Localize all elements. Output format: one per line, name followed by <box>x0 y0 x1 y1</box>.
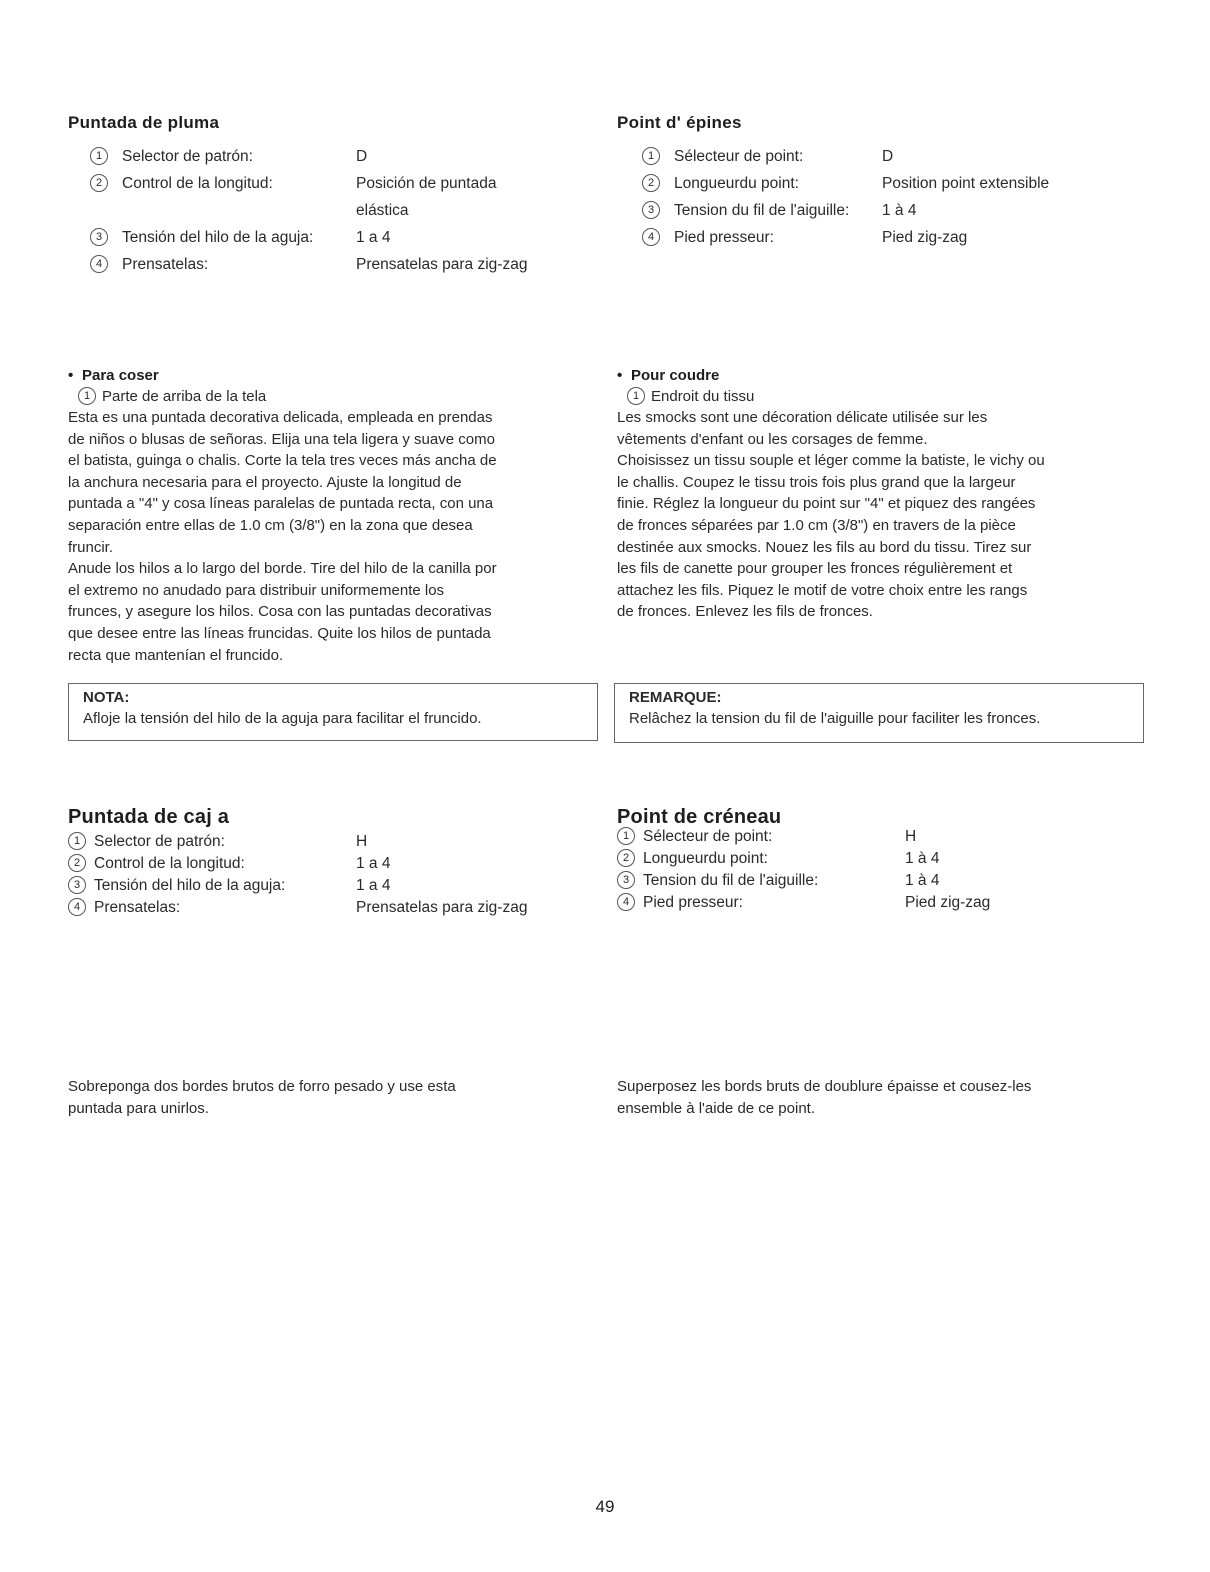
setting-value: 1 a 4 <box>356 877 391 894</box>
feather-section-es <box>68 113 608 133</box>
text-line: les fils de canette pour grouper les fronces régulièrement et <box>617 560 1013 578</box>
setting-label: Prensatelas: <box>94 899 181 916</box>
setting-row <box>642 197 1142 224</box>
part-text: Endroit du tissu <box>651 388 755 405</box>
setting-label: Prensatelas: <box>122 256 209 273</box>
setting-label: Selector de patrón: <box>94 833 225 850</box>
setting-value: Position point extensible <box>882 175 1050 192</box>
text-line: de fronces. Enlevez les fils de fronces. <box>617 603 873 621</box>
circled-number: 3 <box>642 201 660 219</box>
setting-row <box>642 170 1142 197</box>
setting-label: Sélecteur de point: <box>674 148 804 165</box>
setting-row <box>617 848 1137 870</box>
setting-row <box>642 143 1142 170</box>
circled-number: 4 <box>642 228 660 246</box>
text-line: Anude los hilos a lo largo del borde. Tire del hilo de la canilla por <box>68 560 497 578</box>
box-settings-fr <box>617 826 1137 914</box>
text-line: le challis. Coupez le tissu trois fois plus grand que la largeur <box>617 473 1016 491</box>
setting-row <box>68 875 588 897</box>
sewing-section-es <box>68 366 598 666</box>
note-text-es: Afloje la tensión del hilo de la aguja para facilitar el fruncido. <box>83 710 482 727</box>
circled-number: 4 <box>90 255 108 273</box>
setting-label: Selector de patrón: <box>122 148 253 165</box>
circled-number: 1 <box>617 827 635 845</box>
setting-value-continued: elástica <box>356 202 409 219</box>
text-line: Superposez les bords bruts de doublure épaisse et cousez-les <box>617 1078 1032 1095</box>
circled-number: 2 <box>90 174 108 192</box>
circled-number: 3 <box>617 871 635 889</box>
note-title-fr: REMARQUE: <box>629 689 722 706</box>
sewing-paragraph-fr <box>617 407 1147 623</box>
text-line: de fronces séparées par 1.0 cm (3/8") en travers de la pièce <box>617 516 1016 534</box>
text-line: finie. Réglez la longueur du point sur "4" et piquez des rangées <box>617 495 1036 513</box>
setting-value: 1 à 4 <box>905 850 940 867</box>
setting-row <box>90 224 590 251</box>
text-line: ensemble à l'aide de ce point. <box>617 1099 815 1117</box>
sewing-heading-fr <box>617 366 1147 386</box>
setting-value: Pied zig-zag <box>882 229 968 246</box>
feather-title-fr: Point d' épines <box>617 113 742 132</box>
setting-label: Tension du fil de l'aiguille: <box>674 202 850 219</box>
text-line: la anchura necesaria para el proyecto. Ajuste la longitud de <box>68 473 462 491</box>
circled-number: 4 <box>617 893 635 911</box>
box-desc-fr <box>617 1076 1157 1119</box>
text-line: fruncir. <box>68 538 114 556</box>
text-line: que desee entre las líneas fruncidas. Quite los hilos de puntada <box>68 624 491 642</box>
circled-number: 2 <box>68 854 86 872</box>
setting-row-continued <box>90 197 590 224</box>
text-line: puntada para unirlos. <box>68 1099 209 1117</box>
feather-settings-fr <box>642 143 1142 251</box>
text-line: Esta es una puntada decorativa delicada, empleada en prendas <box>68 409 493 426</box>
setting-label: Pied presseur: <box>643 894 743 911</box>
circled-number: 3 <box>90 228 108 246</box>
setting-label: Sélecteur de point: <box>643 828 773 845</box>
setting-value: H <box>356 833 368 850</box>
sewing-heading-text: Pour coudre <box>631 367 720 384</box>
circled-number: 1 <box>78 387 96 405</box>
box-settings-es <box>68 831 588 919</box>
setting-row <box>68 831 588 853</box>
setting-label: Longueurdu point: <box>643 850 768 867</box>
box-desc-es <box>68 1076 608 1119</box>
circled-number: 2 <box>617 849 635 867</box>
note-text-fr: Relâchez la tension du fil de l'aiguille pour faciliter les fronces. <box>629 710 1041 727</box>
sewing-paragraph-es <box>68 407 598 666</box>
text-line: de niños o blusas de señoras. Elija una tela ligera y suave como <box>68 430 495 448</box>
note-box-es <box>68 683 598 741</box>
text-line: puntada a "4" y cosa líneas paralelas de puntada recta, con una <box>68 495 494 513</box>
setting-value: H <box>905 828 917 845</box>
box-title-fr: Point de créneau <box>617 806 782 828</box>
box-title-es: Puntada de caj a <box>68 806 230 828</box>
sewing-heading-text: Para coser <box>82 367 159 384</box>
circled-number: 1 <box>68 832 86 850</box>
text-line: destinée aux smocks. Nouez les fils au bord du tissu. Tirez sur <box>617 538 1032 556</box>
circled-number: 1 <box>90 147 108 165</box>
feather-section-fr <box>617 113 1157 133</box>
bullet-icon: • <box>617 367 623 384</box>
setting-row <box>90 143 590 170</box>
setting-value: 1 a 4 <box>356 229 391 246</box>
setting-value: Prensatelas para zig-zag <box>356 899 528 916</box>
circled-number: 1 <box>642 147 660 165</box>
part-label-es <box>68 386 598 407</box>
sewing-heading-es <box>68 366 598 386</box>
text-line: vêtements d'enfant ou les corsages de femme. <box>617 430 928 448</box>
text-line: el batista, guinga o chalis. Corte la tela tres veces más ancha de <box>68 452 497 470</box>
page-number: 49 <box>595 1497 615 1516</box>
setting-label: Control de la longitud: <box>122 175 273 192</box>
text-line: el extremo no anudado para distribuir uniformemente los <box>68 581 445 599</box>
sewing-section-fr <box>617 366 1147 623</box>
text-line: recta que mantenían el fruncido. <box>68 646 284 664</box>
setting-label: Control de la longitud: <box>94 855 245 872</box>
setting-value: 1 à 4 <box>905 872 940 889</box>
setting-row <box>642 224 1142 251</box>
setting-value: Posición de puntada <box>356 175 497 192</box>
text-line: Les smocks sont une décoration délicate utilisée sur les <box>617 409 988 426</box>
setting-row <box>68 853 588 875</box>
circled-number: 1 <box>627 387 645 405</box>
setting-label: Tensión del hilo de la aguja: <box>94 877 286 894</box>
setting-label: Tension du fil de l'aiguille: <box>643 872 819 889</box>
setting-value: D <box>356 148 368 165</box>
box-section-es <box>68 806 608 829</box>
text-line: Choisissez un tissu souple et léger comme la batiste, le vichy ou <box>617 452 1045 470</box>
note-box-fr <box>614 683 1144 743</box>
setting-value: Prensatelas para zig-zag <box>356 256 528 273</box>
setting-value: D <box>882 148 894 165</box>
setting-row <box>68 897 588 919</box>
circled-number: 4 <box>68 898 86 916</box>
text-line: frunces, y asegure los hilos. Cosa con las puntadas decorativas <box>68 603 492 621</box>
feather-title-es: Puntada de pluma <box>68 113 220 132</box>
part-text: Parte de arriba de la tela <box>102 388 267 405</box>
setting-label: Longueurdu point: <box>674 175 799 192</box>
setting-value: Pied zig-zag <box>905 894 991 911</box>
setting-value: 1 à 4 <box>882 202 917 219</box>
setting-value: 1 a 4 <box>356 855 391 872</box>
setting-row <box>90 170 590 197</box>
text-line: separación entre ellas de 1.0 cm (3/8") en la zona que desea <box>68 516 473 534</box>
part-label-fr <box>617 386 1147 407</box>
setting-row <box>617 892 1137 914</box>
setting-label: Pied presseur: <box>674 229 774 246</box>
text-line: Sobreponga dos bordes brutos de forro pesado y use esta <box>68 1078 456 1095</box>
feather-settings-es <box>90 143 590 278</box>
circled-number: 3 <box>68 876 86 894</box>
setting-row <box>617 826 1137 848</box>
note-title-es: NOTA: <box>83 689 130 706</box>
text-line: attachez les fils. Piquez le motif de votre choix entre les rangs <box>617 581 1028 599</box>
circled-number: 2 <box>642 174 660 192</box>
bullet-icon: • <box>68 367 74 384</box>
setting-label: Tensión del hilo de la aguja: <box>122 229 314 246</box>
setting-row <box>617 870 1137 892</box>
setting-row <box>90 251 590 278</box>
